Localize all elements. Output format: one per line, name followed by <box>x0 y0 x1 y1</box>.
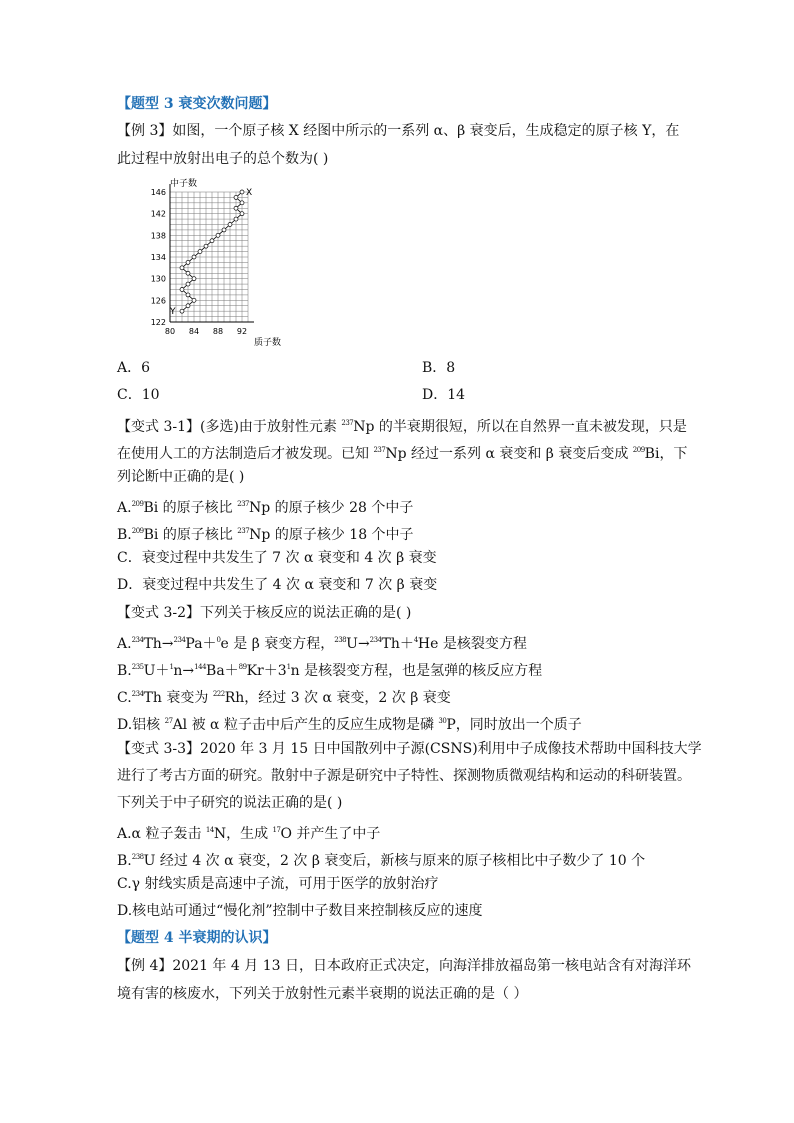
mass-number: 234 <box>173 636 186 644</box>
symbol: Np <box>353 419 375 435</box>
text: Th 衰变为 <box>143 690 213 706</box>
variant-3-2-option-a <box>117 630 527 654</box>
text: P，同时放出一个质子 <box>446 717 582 733</box>
y-tick-label: 134 <box>150 253 166 262</box>
mass-number: 234 <box>131 636 144 644</box>
isotope-th <box>370 636 382 652</box>
variant-3-1-option-c: C．衰变过程中共发生了 7 次 α 衰变和 4 次 β 衰变 <box>117 550 437 566</box>
section-3-title: 【题型 3 衰变次数问题】 <box>117 96 277 112</box>
decay-point <box>240 212 244 216</box>
variant-3-3-line-2: 进行了考古方面的研究。散射中子源是研究中子特性、探测物质微观结构和运动的科研装置。 <box>117 768 691 784</box>
text: Pa <box>185 636 203 652</box>
variant-3-1-option-d: D．衰变过程中共发生了 4 次 α 衰变和 7 次 β 衰变 <box>117 577 438 593</box>
mass-number: 4 <box>413 636 418 644</box>
isotope-pa <box>174 636 186 652</box>
example-4-line-1 <box>117 956 691 976</box>
mass-number: 209 <box>131 500 144 508</box>
mass-number: 237 <box>373 446 386 454</box>
text: A.α 粒子轰击 <box>117 826 206 842</box>
mass-number: 144 <box>194 663 207 671</box>
decay-point <box>192 255 196 259</box>
variant-3-3-line-3: 下列关于中子研究的说法正确的是( ) <box>117 795 343 811</box>
decay-point <box>234 217 238 221</box>
text: A. <box>117 636 132 652</box>
isotope-u <box>334 636 346 652</box>
variant-3-1-option-b <box>117 521 414 545</box>
isotope-bi <box>633 446 660 462</box>
y-tick-label: 142 <box>150 209 166 219</box>
isotope-u <box>132 853 144 869</box>
section-4-title: 【题型 4 半衰期的认识】 <box>117 930 277 946</box>
mass-number: 209 <box>632 446 645 454</box>
example-3-line-2: 此过程中放射出电子的总个数为( ) <box>117 151 329 167</box>
variant-3-3-option-a <box>117 820 380 844</box>
isotope-np <box>237 527 270 543</box>
text: U <box>346 636 358 652</box>
text: B. <box>117 853 132 869</box>
text: O 并产生了中子 <box>280 826 381 842</box>
chart-ylabel: 中子数 <box>170 179 198 189</box>
text: n→ <box>173 663 195 679</box>
variant-3-2-option-d <box>117 711 582 735</box>
mass-number: 89 <box>238 663 247 671</box>
y-tick-label: 130 <box>150 274 166 284</box>
isotope-bi <box>132 527 159 543</box>
mass-number: 17 <box>272 826 281 834</box>
text: Rh，经过 3 次 α 衰变，2 次 β 衰变 <box>224 690 451 706</box>
text: 的原子核比 <box>158 527 238 543</box>
y-tick-label: 126 <box>150 296 166 306</box>
variant-3-1-line-3: 列论断中正确的是( ) <box>117 469 245 485</box>
variant-3-2-option-b <box>117 657 542 681</box>
text: ＋ <box>202 636 217 652</box>
text: 的原子核少 18 个中子 <box>270 527 414 543</box>
variant-3-1-line-1 <box>117 413 687 437</box>
text: 的原子核比 <box>158 500 238 516</box>
chart-end-label: Y <box>170 307 176 318</box>
decay-point <box>186 282 190 286</box>
isotope-th <box>132 690 144 706</box>
decay-point <box>240 201 244 205</box>
example-4-line-2: 境有害的核废水，下列关于放射性元素半衰期的说法正确的是（ ） <box>117 986 528 1002</box>
isotope-rh <box>213 690 225 706</box>
x-tick-label: 92 <box>236 327 248 336</box>
decay-chart <box>140 174 300 350</box>
variant-3-1-option-a <box>117 494 413 518</box>
text: → <box>161 636 174 652</box>
mass-number: 234 <box>131 690 144 698</box>
variant-3-1-line-2 <box>117 440 687 464</box>
example-3-line-1: 【例 3】如图，一个原子核 X 经图中所示的一系列 α、β 衰变后，生成稳定的原子核 Y，在 <box>117 123 680 139</box>
text: B. <box>117 663 132 679</box>
x-tick-label: 84 <box>188 327 200 336</box>
x-tick-label: 88 <box>212 327 224 336</box>
decay-point <box>204 244 208 248</box>
mass-number: 237 <box>237 527 250 535</box>
mass-number: 0 <box>216 636 221 644</box>
symbol: Bi <box>143 527 159 543</box>
mass-number: 1 <box>286 663 291 671</box>
text: 的半衰期很短，所以在自然界一直未被发现，只是 <box>374 419 687 435</box>
text: C. <box>117 690 132 706</box>
isotope-np <box>341 419 374 435</box>
chart-ticks <box>151 188 247 336</box>
decay-point <box>186 293 190 297</box>
text: 经过一系列 α 衰变和 β 衰变后变成 <box>406 446 633 462</box>
x-tick-label: 80 <box>164 327 176 336</box>
text: 在使用人工的方法制造后才被发现。已知 <box>117 446 374 462</box>
text: D.铝核 <box>117 717 165 733</box>
text: U＋ <box>143 663 170 679</box>
text: n 是核裂变方程，也是氢弹的核反应方程 <box>290 663 543 679</box>
isotope-np <box>237 500 270 516</box>
symbol: Bi <box>143 500 159 516</box>
mass-number: 30 <box>438 717 447 725</box>
text: N，生成 <box>213 826 273 842</box>
decay-point <box>180 309 184 313</box>
variant-3-3-line-1: 【变式 3-3】2020 年 3 月 15 日中国散列中子源(CSNS)利用中子成像技术帮助中国科技大学 <box>117 741 702 757</box>
text: U 经过 4 次 α 衰变，2 次 β 衰变后，新核与原来的原子核相比中子数少了 10 个 <box>143 853 646 869</box>
decay-point <box>216 233 220 237</box>
decay-point <box>228 223 232 227</box>
text: Th <box>143 636 162 652</box>
text: B. <box>117 527 132 543</box>
decay-point <box>192 277 196 281</box>
mass-number: 222 <box>212 690 225 698</box>
y-tick-label: 122 <box>150 318 166 327</box>
ex3-option-d: D．14 <box>422 387 466 403</box>
variant-3-2-line-1: 【变式 3-2】下列关于核反应的说法正确的是( ) <box>117 605 412 621</box>
isotope-n <box>206 826 214 842</box>
ex3-option-c: C．10 <box>117 387 160 403</box>
isotope-u <box>132 663 144 679</box>
mass-number: 27 <box>164 717 173 725</box>
symbol: Np <box>385 446 407 462</box>
text: Ba＋ <box>206 663 239 679</box>
ex3-option-a: A．6 <box>117 360 151 376</box>
decay-point <box>180 266 184 270</box>
chart-start-label: X <box>246 188 253 198</box>
isotope-al <box>165 717 173 733</box>
text: 【变式 3-1】(多选)由于放射性元素 <box>117 419 342 435</box>
isotope-kr <box>239 663 247 679</box>
isotope-np <box>373 446 406 462</box>
decay-point <box>192 298 196 302</box>
text: e 是 β 衰变方程， <box>220 636 335 652</box>
text: 的原子核少 28 个中子 <box>270 500 414 516</box>
text: → <box>357 636 370 652</box>
variant-3-2-option-c <box>117 684 451 708</box>
decay-point <box>222 228 226 232</box>
decay-point <box>234 206 238 210</box>
isotope-ba <box>194 663 206 679</box>
text: ＋ <box>399 636 414 652</box>
decay-point <box>210 239 214 243</box>
symbol: Bi <box>644 446 660 462</box>
decay-point <box>240 190 244 194</box>
decay-point <box>234 195 238 199</box>
symbol: Np <box>248 500 271 516</box>
mass-number: 234 <box>369 636 382 644</box>
mass-number: 237 <box>237 500 249 508</box>
symbol: Np <box>249 527 271 543</box>
y-tick-label: 146 <box>150 188 166 197</box>
mass-number: 238 <box>334 636 347 644</box>
text: ，下 <box>659 446 688 462</box>
variant-3-3-option-c: C.γ 射线实质是高速中子流，可用于医学的放射治疗 <box>117 876 439 892</box>
text: 【例 4】2021 年 4 月 13 日，日本政府正式决定，向海洋排放福岛第一核电站含有对海洋环 <box>117 958 691 974</box>
isotope-th <box>132 636 144 652</box>
mass-number: 238 <box>131 853 144 861</box>
mass-number: 237 <box>341 419 354 427</box>
text: A. <box>117 500 132 516</box>
ex3-option-b: B．8 <box>422 360 456 376</box>
text: Kr＋3 <box>246 663 287 679</box>
mass-number: 1 <box>169 663 174 671</box>
variant-3-3-option-d: D.核电站可通过“慢化剂”控制中子数目来控制核反应的速度 <box>117 903 483 919</box>
text: Th <box>381 636 400 652</box>
mass-number: 209 <box>131 527 144 535</box>
text: Al 被 α 粒子击中后产生的反应生成物是磷 <box>172 717 439 733</box>
decay-point <box>198 250 202 254</box>
variant-3-3-option-b <box>117 847 645 871</box>
decay-point <box>186 271 190 275</box>
y-tick-label: 138 <box>150 231 166 241</box>
isotope-bi <box>132 500 159 516</box>
mass-number: 14 <box>205 826 214 834</box>
text: He 是核裂变方程 <box>417 636 527 652</box>
decay-point <box>186 260 190 264</box>
mass-number: 235 <box>131 663 144 671</box>
decay-point <box>180 288 184 292</box>
chart-xlabel: 质子数 <box>254 338 282 348</box>
decay-point <box>186 304 190 308</box>
